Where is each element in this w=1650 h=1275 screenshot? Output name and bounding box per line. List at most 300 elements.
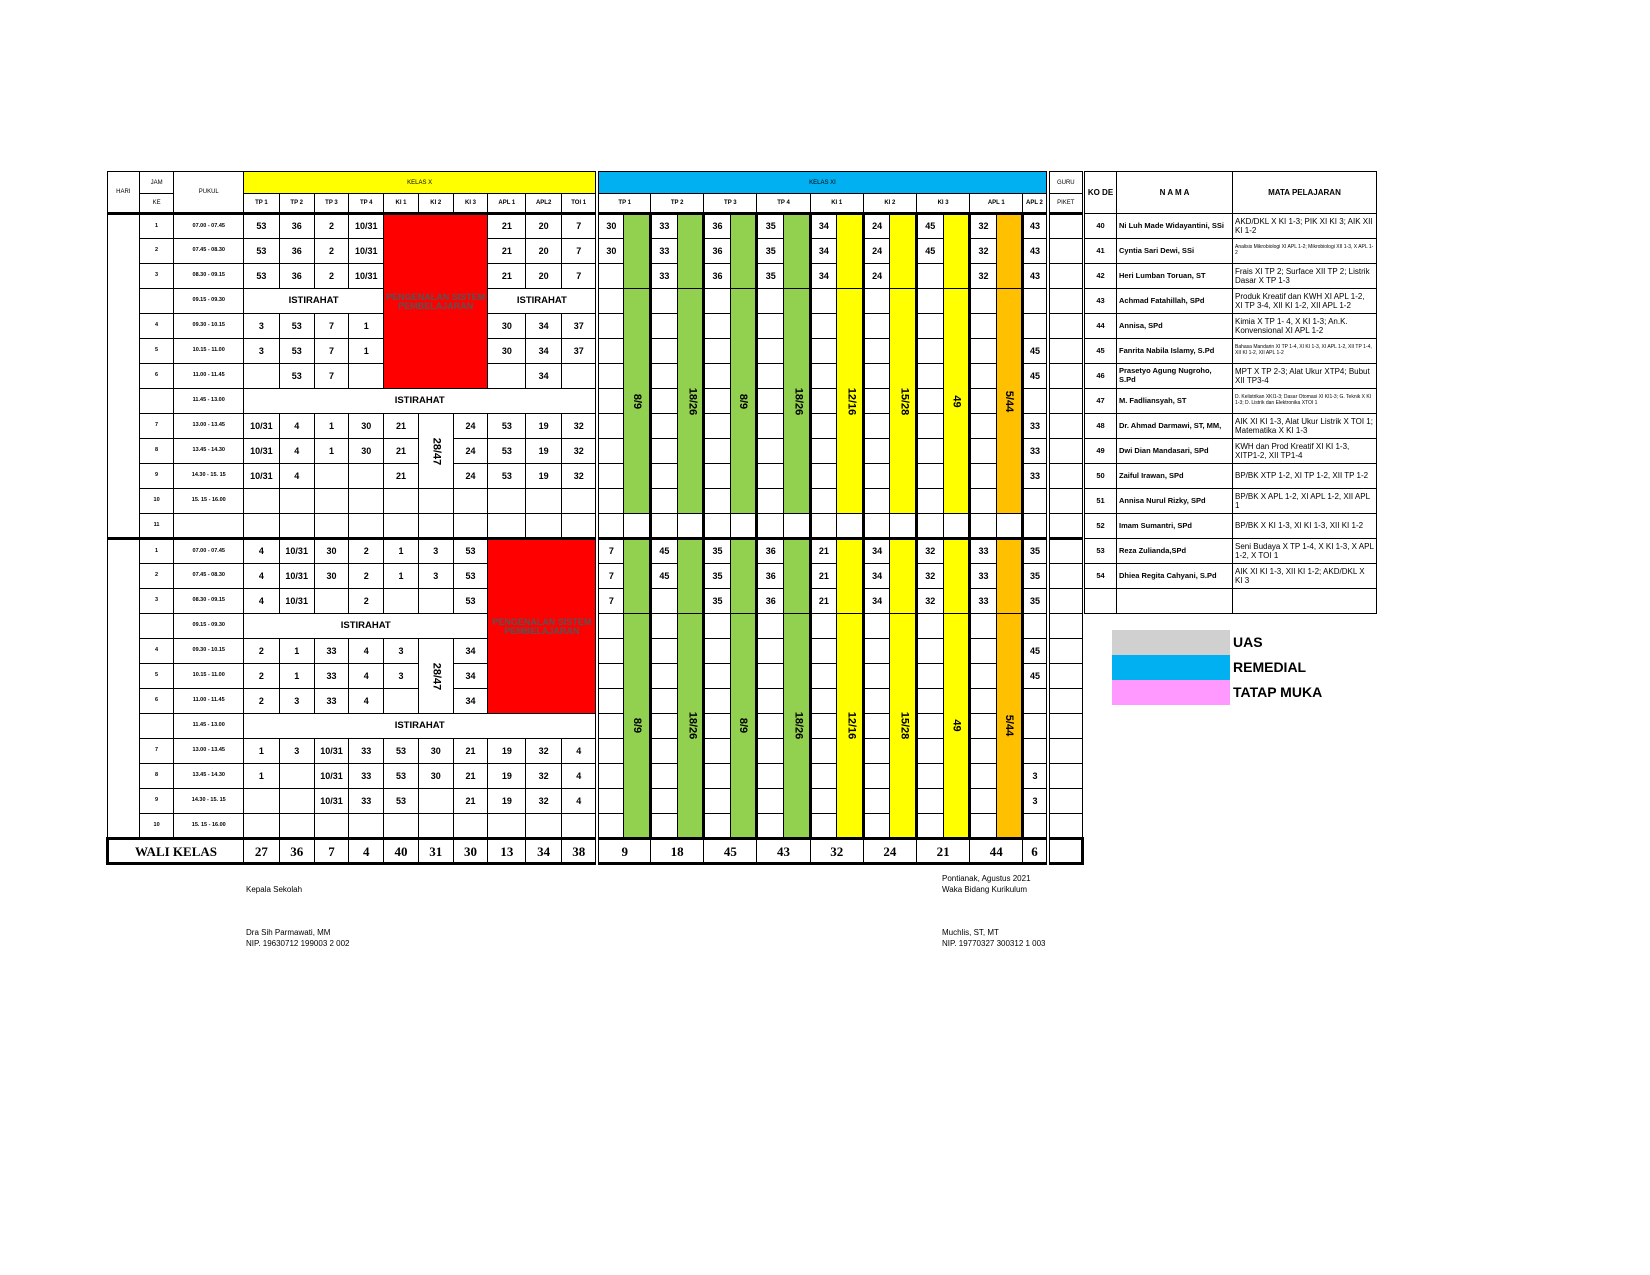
teacher-row — [1085, 214, 1377, 239]
header-mapel: MATA PELAJARAN — [1233, 172, 1377, 214]
teacher-kode: 54 — [1085, 564, 1117, 589]
pukul: 07.45 - 08.30 — [174, 564, 244, 589]
kelas-xi-cell — [916, 314, 943, 339]
piket-cell — [1048, 214, 1083, 239]
kelas-xi-cell — [651, 789, 678, 814]
header-kode: KO DE — [1085, 172, 1117, 214]
kelas-xi-cell — [704, 664, 731, 689]
kelas-x-cell: 34 — [526, 364, 562, 389]
kelas-xi-cell — [757, 314, 784, 339]
kelas-x-cell: 24 — [453, 464, 488, 489]
cell — [651, 614, 678, 639]
kelas-x-cell — [384, 514, 419, 539]
cell — [1048, 514, 1083, 539]
teacher-row — [1085, 389, 1377, 414]
kelas-xi-cell — [597, 664, 624, 689]
teacher-kode: 49 — [1085, 439, 1117, 464]
kelas-x-cell: 53 — [244, 264, 280, 289]
teacher-mapel: BP/BK XTP 1-2, XI TP 1-2, XII TP 1-2 — [1233, 464, 1377, 489]
kelas-x-cell: 4 — [244, 564, 280, 589]
piket-cell — [1048, 389, 1083, 414]
kelas-x-cell: 34 — [453, 664, 488, 689]
kelas-x-cell: 30 — [488, 314, 526, 339]
kelas-xi-cell: 33 — [970, 589, 997, 614]
kelas-x-cell: 4 — [349, 639, 384, 664]
kelas-xi-cell — [916, 714, 943, 739]
kelas-xi-cell: 35 — [757, 239, 784, 264]
jam-ke: 11 — [139, 514, 174, 539]
kelas-x-cell — [418, 589, 453, 614]
kelas-x-cell: 7 — [314, 339, 349, 364]
kelas-xi-cell — [863, 814, 890, 839]
cell — [810, 614, 837, 639]
cell — [1023, 289, 1048, 314]
kelas-xi-cell: 45 — [1023, 364, 1048, 389]
kelas-x-cell — [562, 489, 598, 514]
kelas-xi-bar — [624, 539, 651, 614]
kelas-xi-cell — [757, 764, 784, 789]
kelas-x-cell: 3 — [418, 564, 453, 589]
cell — [704, 514, 731, 539]
kelas-xi-cell: 35 — [704, 589, 731, 614]
kelas-xi-cell — [916, 814, 943, 839]
kelas-xi-block-label: 5/44 — [1003, 714, 1016, 737]
piket-cell — [1048, 814, 1083, 839]
kelas-xi-cell: 32 — [916, 564, 943, 589]
pukul: 13.00 - 13.45 — [174, 414, 244, 439]
teacher-row — [1085, 364, 1377, 389]
kelas-xi-cell — [704, 489, 731, 514]
kelas-x-cell: 2 — [349, 539, 384, 564]
kelas-xi-block-label: 5/44 — [1003, 390, 1016, 412]
kelas-xi-cell — [810, 314, 837, 339]
kelas-xi-cell: 32 — [970, 214, 997, 239]
jam-ke — [139, 714, 174, 739]
istirahat: ISTIRAHAT — [244, 289, 384, 314]
pukul: 10.15 - 11.00 — [174, 664, 244, 689]
pukul: 09.30 - 10.15 — [174, 314, 244, 339]
istirahat: ISTIRAHAT — [488, 289, 597, 314]
kelas-xi-cell: 33 — [970, 564, 997, 589]
kelas-x-cell: 36 — [279, 239, 314, 264]
kelas-x-cell: 4 — [279, 414, 314, 439]
wali-kelas-x: 38 — [562, 839, 598, 864]
kelas-xi-cell — [810, 639, 837, 664]
header-kelas-x: KELAS X — [244, 172, 598, 194]
legend-label-uas: UAS — [1233, 634, 1263, 650]
kelas-x-cell: 53 — [384, 764, 419, 789]
wali-kelas-x: 31 — [418, 839, 453, 864]
wali-kelas-xi: 21 — [916, 839, 969, 864]
kelas-x-cell — [526, 489, 562, 514]
kelas-xi-cell — [651, 764, 678, 789]
cell — [704, 289, 731, 314]
kelas-x-cell: 33 — [314, 639, 349, 664]
teacher-row — [1085, 564, 1377, 589]
kelas-xi-cell: 35 — [1023, 539, 1048, 564]
pukul: 11.00 - 11.45 — [174, 364, 244, 389]
ki2-block — [418, 414, 453, 489]
kelas-x-cell: 32 — [562, 439, 598, 464]
kelas-xi-bar — [677, 214, 704, 289]
kelas-x-cell — [384, 689, 419, 714]
kelas-x-cell — [418, 789, 453, 814]
kelas-x-cell — [488, 364, 526, 389]
teacher-mapel: Bahasa Mandarin XI TP 1-4, XI KI 1-3, XI APL 1-2, XII TP 1-4, XII KI 1-2, XII APL 1-2 — [1233, 339, 1377, 364]
teacher-mapel: BP/BK X KI 1-3, XI KI 1-3, XII KI 1-2 — [1233, 514, 1377, 539]
teacher-nama: Dr. Ahmad Darmawi, ST, MM, — [1117, 414, 1233, 439]
cell — [597, 514, 624, 539]
cell — [970, 614, 997, 639]
pukul: 14.30 - 15. 15 — [174, 789, 244, 814]
kelas-x-cell: 4 — [244, 589, 280, 614]
kelas-xi-block-label: 15/28 — [898, 387, 911, 415]
kelas-xi-cell — [810, 789, 837, 814]
kelas-xi-cell — [810, 664, 837, 689]
wali-kelas-xi: 45 — [704, 839, 757, 864]
teacher-kode: 47 — [1085, 389, 1117, 414]
kelas-xi-cell — [651, 589, 678, 614]
cell — [597, 614, 624, 639]
teacher-mapel — [1233, 589, 1377, 614]
kelas-xi-cell: 43 — [1023, 264, 1048, 289]
kelas-xi-cell — [651, 639, 678, 664]
kelas-xi-cell — [597, 364, 624, 389]
teacher-mapel: D. Kelistrikan XKI1-3; Dasar Otomasi XI KI1-3; G. Teknik X KI 1-3; D. Listrik dan Elektronika XTOI 1 — [1233, 389, 1377, 414]
cell — [757, 614, 784, 639]
kelas-x-cell: 10/31 — [349, 239, 384, 264]
jam-ke: 4 — [139, 314, 174, 339]
kelas-x-cell: 20 — [526, 214, 562, 239]
jam-ke: 2 — [139, 239, 174, 264]
kelas-x-cell: 53 — [488, 464, 526, 489]
kelas-xi-cell — [651, 314, 678, 339]
teacher-kode: 42 — [1085, 264, 1117, 289]
kelas-xi-cell: 35 — [757, 264, 784, 289]
piket-cell — [1048, 839, 1083, 864]
kelas-x-cell — [279, 514, 314, 539]
kelas-xi-cell — [970, 764, 997, 789]
teacher-kode: 48 — [1085, 414, 1117, 439]
kelas-xi-bar — [890, 539, 917, 614]
kelas-x-cell: 2 — [244, 664, 280, 689]
kelas-x-cell: 1 — [314, 439, 349, 464]
kelas-x-cell: 4 — [244, 539, 280, 564]
kelas-x-cell — [349, 489, 384, 514]
kelas-xi-cell — [916, 664, 943, 689]
piket-cell — [1048, 714, 1083, 739]
teacher-kode: 45 — [1085, 339, 1117, 364]
kelas-x-cell: 21 — [488, 214, 526, 239]
header-kelas-x-col: TOI 1 — [562, 194, 598, 214]
kelas-x-cell: 19 — [488, 789, 526, 814]
header-kelas-xi: KELAS XI — [597, 172, 1047, 194]
pukul: 11.45 - 13.00 — [174, 714, 244, 739]
kelas-xi-cell — [704, 789, 731, 814]
kelas-xi-cell — [597, 439, 624, 464]
kelas-xi-cell — [810, 739, 837, 764]
pukul: 13.45 - 14.30 — [174, 439, 244, 464]
kelas-x-cell: 30 — [314, 564, 349, 589]
pukul: 08.30 - 09.15 — [174, 264, 244, 289]
kelas-xi-cell: 34 — [810, 214, 837, 239]
kelas-xi-cell — [704, 389, 731, 414]
signature-place-date: Pontianak, Agustus 2021 — [942, 874, 1031, 883]
wali-kelas-xi: 32 — [810, 839, 863, 864]
piket-cell — [1048, 664, 1083, 689]
cell — [810, 289, 837, 314]
kelas-x-cell: 19 — [488, 739, 526, 764]
kelas-xi-cell: 45 — [651, 564, 678, 589]
jam-ke: 5 — [139, 664, 174, 689]
teacher-row — [1085, 514, 1377, 539]
jam-ke: 7 — [139, 414, 174, 439]
jam-ke: 2 — [139, 564, 174, 589]
kelas-xi-cell: 32 — [916, 539, 943, 564]
kelas-xi-cell — [810, 364, 837, 389]
kelas-xi-block-label: 8/9 — [737, 717, 750, 734]
kelas-xi-block-label: 12/16 — [845, 387, 858, 415]
kelas-x-cell: 24 — [453, 439, 488, 464]
kelas-x-cell: 3 — [244, 339, 280, 364]
kelas-xi-cell: 36 — [704, 264, 731, 289]
kelas-x-cell — [349, 464, 384, 489]
kelas-xi-cell: 34 — [863, 564, 890, 589]
kelas-xi-block — [730, 289, 757, 514]
wali-kelas-x: 34 — [526, 839, 562, 864]
kelas-x-cell: 33 — [314, 689, 349, 714]
kelas-x-cell: 32 — [526, 739, 562, 764]
kelas-x-cell — [314, 814, 349, 839]
kelas-x-cell: 1 — [384, 539, 419, 564]
ki2-block-label: 28/47 — [430, 662, 443, 690]
pukul: 08.30 - 09.15 — [174, 589, 244, 614]
kelas-xi-cell: 21 — [810, 564, 837, 589]
teacher-mapel: AKD/DKL X KI 1-3; PIK XI KI 3; AIK XII KI 1-2 — [1233, 214, 1377, 239]
cell — [1048, 289, 1083, 314]
kelas-x-cell — [453, 814, 488, 839]
kelas-xi-cell — [757, 689, 784, 714]
jam-ke — [139, 614, 174, 639]
kelas-x-cell — [488, 489, 526, 514]
jam-ke: 10 — [139, 814, 174, 839]
kelas-xi-cell — [757, 739, 784, 764]
piket-cell — [1048, 564, 1083, 589]
kelas-xi-cell: 43 — [1023, 239, 1048, 264]
kelas-xi-cell — [863, 714, 890, 739]
kelas-xi-cell — [916, 739, 943, 764]
kelas-xi-cell — [757, 639, 784, 664]
kelas-xi-cell: 45 — [651, 539, 678, 564]
teacher-row — [1085, 264, 1377, 289]
kelas-x-cell: 19 — [526, 464, 562, 489]
kelas-xi-block — [890, 289, 917, 514]
kelas-x-cell: 3 — [279, 689, 314, 714]
wali-kelas-xi: 43 — [757, 839, 810, 864]
kelas-x-cell: 36 — [279, 214, 314, 239]
signature-left-nip: NIP. 19630712 199003 2 002 — [246, 939, 350, 948]
piket-cell — [1048, 614, 1083, 639]
teacher-mapel: Seni Budaya X TP 1-4, X KI 1-3, X APL 1-2, X TOI 1 — [1233, 539, 1377, 564]
kelas-xi-cell — [810, 814, 837, 839]
piket-cell — [1048, 689, 1083, 714]
legend-label-tatap-muka: TATAP MUKA — [1233, 684, 1323, 700]
kelas-x-cell — [418, 514, 453, 539]
kelas-x-cell: 3 — [384, 664, 419, 689]
piket-cell — [1048, 789, 1083, 814]
kelas-xi-cell — [863, 364, 890, 389]
kelas-x-cell — [314, 589, 349, 614]
kelas-xi-cell — [970, 689, 997, 714]
kelas-xi-cell — [597, 714, 624, 739]
teacher-nama: Heri Lumban Toruan, ST — [1117, 264, 1233, 289]
kelas-xi-cell — [704, 339, 731, 364]
kelas-xi-cell — [810, 439, 837, 464]
kelas-xi-block-label: 8/9 — [737, 393, 750, 409]
wali-kelas-xi: 18 — [651, 839, 704, 864]
cell — [677, 514, 704, 539]
kelas-x-cell — [526, 514, 562, 539]
kelas-xi-cell — [651, 464, 678, 489]
ki2-block-label: 28/47 — [430, 437, 443, 465]
kelas-x-cell: 4 — [349, 689, 384, 714]
kelas-xi-cell: 36 — [704, 239, 731, 264]
jam-ke: 5 — [139, 339, 174, 364]
signature-right-nip: NIP. 19770327 300312 1 003 — [942, 939, 1046, 948]
jam-ke: 8 — [139, 764, 174, 789]
kelas-x-cell: 53 — [279, 364, 314, 389]
kelas-x-cell: 2 — [314, 214, 349, 239]
kelas-x-cell: 3 — [279, 739, 314, 764]
piket-cell — [1048, 339, 1083, 364]
kelas-x-cell: 2 — [349, 564, 384, 589]
kelas-xi-cell — [704, 439, 731, 464]
kelas-xi-cell — [810, 764, 837, 789]
kelas-x-cell: 21 — [384, 464, 419, 489]
kelas-xi-cell — [863, 664, 890, 689]
day-kamis — [108, 214, 140, 539]
kelas-xi-block — [677, 614, 704, 839]
kelas-xi-block — [890, 614, 917, 839]
kelas-xi-bar — [996, 214, 1023, 289]
cell — [863, 614, 890, 639]
kelas-xi-bar — [890, 214, 917, 289]
kelas-xi-cell: 45 — [916, 239, 943, 264]
teacher-row — [1085, 339, 1377, 364]
kelas-xi-cell: 34 — [810, 264, 837, 289]
pengenalan-block: PENGENALAN SISTEM PEMBELAJARAN — [488, 539, 597, 714]
piket-cell — [1048, 264, 1083, 289]
kelas-x-cell: 30 — [418, 764, 453, 789]
kelas-xi-cell — [970, 464, 997, 489]
header-kelas-xi-col: KI 1 — [810, 194, 863, 214]
kelas-xi-cell — [757, 664, 784, 689]
kelas-xi-block — [837, 289, 864, 514]
kelas-xi-cell: 3 — [1023, 764, 1048, 789]
kelas-x-cell: 32 — [526, 789, 562, 814]
piket-cell — [1048, 489, 1083, 514]
pukul: 07.00 - 07.45 — [174, 214, 244, 239]
kelas-xi-cell — [863, 789, 890, 814]
kelas-x-cell: 10/31 — [349, 264, 384, 289]
kelas-x-cell: 4 — [349, 664, 384, 689]
kelas-x-cell: 4 — [562, 739, 598, 764]
cell — [784, 514, 811, 539]
signature-left-name: Dra Sih Parmawati, MM — [246, 928, 331, 937]
kelas-xi-cell — [1023, 314, 1048, 339]
header-kelas-xi-col: APL 2 — [1023, 194, 1048, 214]
pukul — [174, 514, 244, 539]
teacher-mapel: Kimia X TP 1- 4, X KI 1-3; An.K. Konvensional XI APL 1-2 — [1233, 314, 1377, 339]
kelas-xi-cell: 30 — [597, 214, 624, 239]
kelas-x-cell: 19 — [488, 764, 526, 789]
teacher-row — [1085, 464, 1377, 489]
kelas-x-cell: 2 — [349, 589, 384, 614]
teacher-nama: Reza Zulianda,SPd — [1117, 539, 1233, 564]
header-kelas-xi-col: TP 3 — [704, 194, 757, 214]
kelas-x-cell: 10/31 — [244, 439, 280, 464]
jam-ke: 7 — [139, 739, 174, 764]
kelas-xi-cell — [863, 689, 890, 714]
kelas-xi-bar — [624, 214, 651, 289]
jam-ke: 6 — [139, 689, 174, 714]
kelas-xi-cell: 33 — [970, 539, 997, 564]
pukul: 13.00 - 13.45 — [174, 739, 244, 764]
kelas-x-cell: 24 — [453, 414, 488, 439]
kelas-xi-cell — [1023, 714, 1048, 739]
kelas-xi-cell — [863, 489, 890, 514]
kelas-x-cell — [244, 489, 280, 514]
kelas-xi-cell: 35 — [1023, 589, 1048, 614]
piket-cell — [1048, 539, 1083, 564]
teacher-mapel: Frais XI TP 2; Surface XII TP 2; Listrik Dasar X TP 1-3 — [1233, 264, 1377, 289]
kelas-x-cell: 34 — [453, 639, 488, 664]
kelas-xi-cell — [704, 364, 731, 389]
kelas-x-cell — [349, 364, 384, 389]
legend-label-remedial: REMEDIAL — [1233, 659, 1307, 675]
kelas-x-cell: 21 — [453, 739, 488, 764]
kelas-xi-cell — [757, 489, 784, 514]
kelas-xi-block — [730, 614, 757, 839]
pukul: 15. 15 - 16.00 — [174, 814, 244, 839]
kelas-xi-cell — [916, 389, 943, 414]
teacher-nama: Annisa, SPd — [1117, 314, 1233, 339]
teacher-nama: Achmad Fatahillah, SPd — [1117, 289, 1233, 314]
kelas-xi-bar — [677, 539, 704, 614]
kelas-xi-cell: 24 — [863, 214, 890, 239]
wali-kelas-xi: 9 — [597, 839, 650, 864]
kelas-xi-bar — [730, 539, 757, 614]
kelas-x-cell: 1 — [279, 639, 314, 664]
teacher-nama: Ni Luh Made Widayantini, SSi — [1117, 214, 1233, 239]
kelas-xi-bar — [730, 214, 757, 289]
kelas-x-cell: 10/31 — [314, 739, 349, 764]
kelas-x-cell: 21 — [453, 764, 488, 789]
kelas-xi-cell — [970, 364, 997, 389]
kelas-xi-cell — [1023, 689, 1048, 714]
kelas-xi-cell — [970, 389, 997, 414]
kelas-x-cell: 36 — [279, 264, 314, 289]
kelas-xi-cell: 34 — [863, 589, 890, 614]
header-kelas-x-col: KI 3 — [453, 194, 488, 214]
kelas-x-cell: 53 — [384, 789, 419, 814]
kelas-x-cell: 2 — [244, 639, 280, 664]
kelas-x-cell: 53 — [279, 314, 314, 339]
kelas-x-cell — [279, 489, 314, 514]
kelas-xi-cell — [757, 714, 784, 739]
kelas-xi-cell — [863, 439, 890, 464]
kelas-x-cell: 4 — [562, 789, 598, 814]
